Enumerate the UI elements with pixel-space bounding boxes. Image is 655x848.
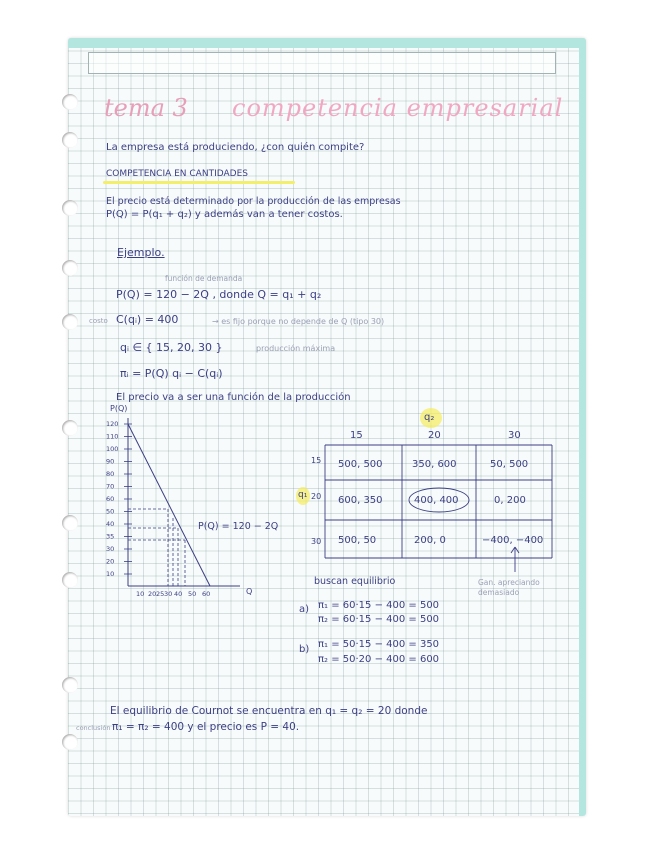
table-col-15: 15 [350, 430, 363, 441]
table-col-30: 30 [508, 430, 521, 441]
demand-note: función de demanda [165, 274, 243, 283]
title-part1: tema 3 [104, 94, 188, 122]
cell-2-2: −400, −400 [482, 535, 544, 546]
table-col-header: q₂ [424, 412, 435, 423]
table-row-header: q₁ [298, 490, 308, 500]
cell-0-2: 50, 500 [490, 459, 529, 470]
table-row-20: 20 [311, 492, 322, 501]
y-tick-label: 120 [106, 420, 119, 428]
demand-equation: P(Q) = 120 − 2Q , donde Q = q₁ + q₂ [116, 288, 322, 301]
y-tick-label: 100 [106, 445, 119, 453]
set-note: producción máxima [256, 344, 336, 353]
title-part2: competencia empresarial [232, 94, 564, 122]
y-tick-label: 110 [106, 432, 119, 441]
y-tick-label: 60 [106, 495, 115, 503]
conclusion-line2: π₁ = π₂ = 400 y el precio es P = 40. [112, 721, 300, 733]
y-tick-label: 40 [106, 520, 115, 528]
table-row-15: 15 [311, 456, 322, 465]
table-col-20: 20 [428, 430, 441, 441]
set-equation: qᵢ ∈ { 15, 20, 30 } [120, 341, 223, 354]
y-tick-label: 30 [106, 545, 115, 553]
case-b-label: b) [299, 644, 310, 655]
case-a-line1: π₁ = 60·15 − 400 = 500 [318, 600, 440, 611]
x-tick-label: 50 [188, 590, 197, 598]
cell-1-1: 400, 400 [414, 495, 459, 506]
intro-line1: El precio está determinado por la producción de las empresas [106, 196, 401, 207]
intro-line2: P(Q) = P(q₁ + q₂) y además van a tener costos. [106, 209, 343, 220]
x-tick-label: 40 [174, 590, 183, 598]
y-tick-label: 35 [106, 532, 115, 541]
profit-equation: πᵢ = P(Q) qᵢ − C(qᵢ) [120, 367, 223, 380]
y-tick-label: 50 [106, 507, 115, 516]
y-tick-label: 80 [106, 470, 115, 478]
price-line: El precio va a ser una función de la producción [116, 392, 351, 403]
y-tick-label: 90 [106, 457, 115, 466]
cost-note: → es fijo porque no depende de Q (tipo 30) [212, 317, 385, 326]
intro-question: La empresa está produciendo, ¿con quién compite? [106, 142, 365, 153]
graph-xlabel: Q [246, 587, 253, 596]
graph-ylabel: P(Q) [110, 404, 128, 413]
x-tick-label: 60 [202, 590, 211, 598]
case-b-line2: π₂ = 50·20 − 400 = 600 [318, 654, 440, 665]
case-b-line1: π₁ = 50·15 − 400 = 350 [318, 639, 440, 650]
y-tick-label: 20 [106, 557, 115, 566]
x-tick-label: 10 [136, 590, 145, 598]
example-heading: Ejemplo. [117, 246, 165, 259]
curve-label: P(Q) = 120 − 2Q [198, 521, 279, 532]
cell-2-1: 200, 0 [414, 535, 446, 546]
equilibrium-heading: buscan equilibrio [314, 576, 396, 587]
y-tick-label: 70 [106, 482, 115, 491]
conclusion-line1: El equilibrio de Cournot se encuentra en q₁ = q₂ = 20 donde [110, 705, 428, 717]
y-tick-label: 10 [106, 570, 115, 578]
cell-1-2: 0, 200 [494, 495, 526, 506]
table-row-30: 30 [311, 537, 322, 546]
cost-side-label: costo [89, 317, 108, 325]
case-a-line2: π₂ = 60·15 − 400 = 500 [318, 614, 440, 625]
cell-0-0: 500, 500 [338, 459, 383, 470]
x-tick-label: 20 [148, 590, 157, 598]
table-note: Gan. apreciando demasiado [478, 578, 540, 597]
case-a-label: a) [299, 604, 310, 615]
x-tick-label: 25 [156, 590, 165, 598]
cell-1-0: 600, 350 [338, 495, 383, 506]
cell-0-1: 350, 600 [412, 459, 457, 470]
conclusion-side: conclusión [76, 724, 111, 732]
cell-2-0: 500, 50 [338, 535, 377, 546]
x-tick-label: 30 [164, 590, 173, 598]
cost-equation: C(qᵢ) = 400 [116, 313, 179, 326]
section-heading: COMPETENCIA EN CANTIDADES [106, 169, 248, 179]
